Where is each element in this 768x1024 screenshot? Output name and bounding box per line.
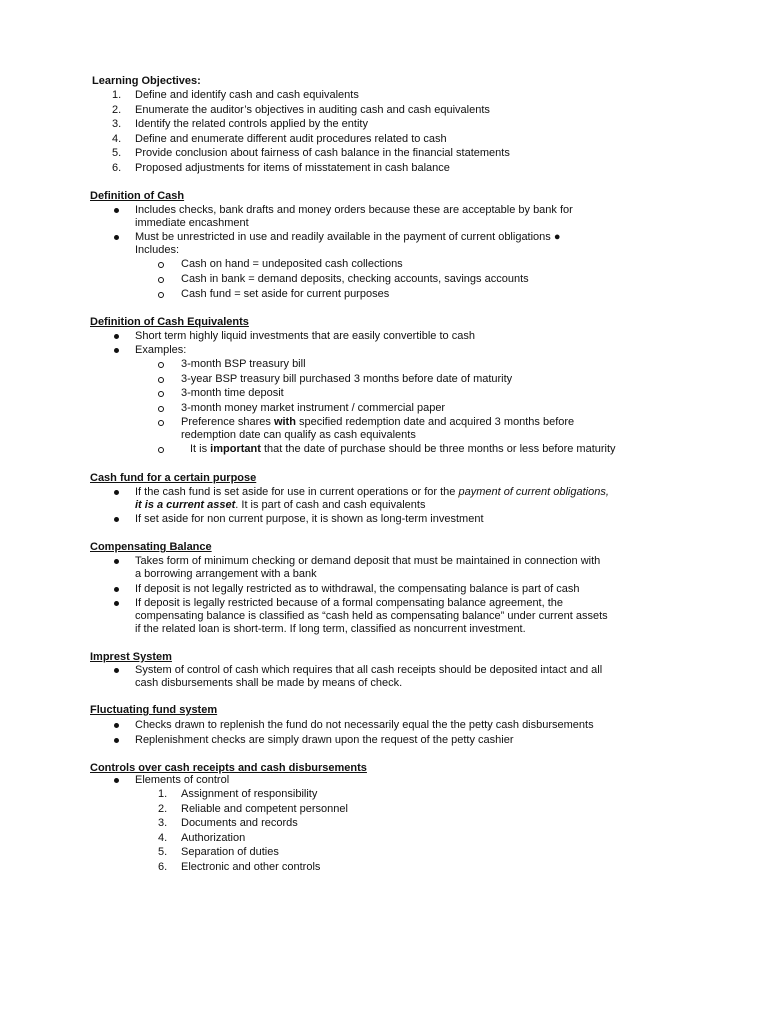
objective-item: Enumerate the auditor’s objectives in auditing cash and cash equivalents bbox=[135, 104, 490, 116]
bullet-icon bbox=[114, 517, 119, 522]
list-item: If deposit is not legally restricted as to withdrawal, the compensating balance is part of cash bbox=[135, 583, 580, 595]
objective-number: 4. bbox=[112, 133, 122, 145]
bullet-icon bbox=[114, 738, 119, 743]
list-item: Examples: bbox=[135, 344, 187, 356]
control-number: 6. bbox=[158, 861, 168, 873]
text-run: . It is part of cash and cash equivalents bbox=[235, 499, 426, 511]
list-item: Replenishment checks are simply drawn upon the request of the petty cashier bbox=[135, 734, 514, 746]
list-item: If set aside for non current purpose, it is shown as long-term investment bbox=[135, 513, 484, 525]
list-item: System of control of cash which requires that all cash receipts should be deposited intact and all bbox=[135, 664, 603, 676]
text-run: Preference shares bbox=[181, 416, 274, 428]
list-item: compensating balance is classified as “cash held as compensating balance” under current assets bbox=[135, 610, 608, 622]
list-item: Elements of control bbox=[135, 774, 230, 786]
list-item: cash disbursements shall be made by means of check. bbox=[135, 677, 403, 689]
list-item: Checks drawn to replenish the fund do not necessarily equal the the petty cash disbursements bbox=[135, 719, 594, 731]
objective-number: 1. bbox=[112, 89, 122, 101]
sub-list-item bbox=[190, 442, 616, 456]
bullet-icon bbox=[114, 334, 119, 339]
objective-number: 2. bbox=[112, 104, 122, 116]
sub-bullet-icon bbox=[158, 420, 164, 426]
objective-item: Proposed adjustments for items of misstatement in cash balance bbox=[135, 162, 450, 174]
text-run: specified redemption date and acquired 3 months before bbox=[295, 416, 575, 428]
objective-number: 3. bbox=[112, 118, 122, 130]
list-item: Includes checks, bank drafts and money orders because these are acceptable by bank for bbox=[135, 204, 573, 216]
sub-list-item: Cash on hand = undeposited cash collections bbox=[181, 258, 403, 270]
objective-number: 6. bbox=[112, 162, 122, 174]
text-bold: with bbox=[273, 416, 296, 428]
objective-number: 5. bbox=[112, 147, 122, 159]
text-bold-italic: it is a current asset bbox=[135, 499, 236, 511]
list-item: a borrowing arrangement with a bank bbox=[135, 568, 317, 580]
text-bold: important bbox=[210, 443, 261, 455]
sub-list-item: redemption date can qualify as cash equivalents bbox=[181, 429, 416, 441]
control-item: Assignment of responsibility bbox=[181, 788, 318, 800]
section-heading-cash-fund: Cash fund for a certain purpose bbox=[90, 472, 257, 484]
text-run: that the date of purchase should be three months or less before maturity bbox=[260, 443, 616, 455]
sub-bullet-icon bbox=[158, 391, 164, 397]
text-run: If the cash fund is set aside for use in current operations or for the bbox=[135, 486, 459, 498]
objective-item: Define and enumerate different audit procedures related to cash bbox=[135, 133, 447, 145]
section-heading-cash-equivalents: Definition of Cash Equivalents bbox=[90, 316, 249, 328]
control-number: 5. bbox=[158, 846, 168, 858]
section-heading-compensating-balance: Compensating Balance bbox=[90, 541, 212, 553]
sub-list-item: Cash in bank = demand deposits, checking accounts, savings accounts bbox=[181, 273, 529, 285]
sub-bullet-icon bbox=[158, 447, 164, 453]
list-item: Short term highly liquid investments that are easily convertible to cash bbox=[135, 330, 475, 342]
list-item: Takes form of minimum checking or demand deposit that must be maintained in connection with bbox=[135, 555, 601, 567]
sub-list-item: 3-year BSP treasury bill purchased 3 months before date of maturity bbox=[181, 373, 513, 385]
objective-item: Define and identify cash and cash equivalents bbox=[135, 89, 359, 101]
bullet-icon bbox=[114, 559, 119, 564]
sub-list-item: 3-month time deposit bbox=[181, 387, 284, 399]
list-item: if the related loan is short-term. If long term, classified as noncurrent investment. bbox=[135, 623, 526, 635]
bullet-icon bbox=[114, 668, 119, 673]
list-item: Must be unrestricted in use and readily available in the payment of current obligations ● bbox=[135, 231, 561, 243]
bullet-icon bbox=[114, 601, 119, 606]
sub-list-item: Cash fund = set aside for current purposes bbox=[181, 288, 390, 300]
bullet-icon bbox=[114, 208, 119, 213]
text-italic: payment of current obligations, bbox=[458, 486, 609, 498]
bullet-icon bbox=[114, 723, 119, 728]
list-item: Includes: bbox=[135, 244, 180, 256]
section-heading-fluctuating: Fluctuating fund system bbox=[90, 704, 218, 716]
control-number: 3. bbox=[158, 817, 168, 829]
control-number: 4. bbox=[158, 832, 168, 844]
bullet-icon bbox=[114, 587, 119, 592]
sub-list-item: 3-month money market instrument / commercial paper bbox=[181, 402, 446, 414]
section-heading-controls: Controls over cash receipts and cash disbursements bbox=[90, 762, 367, 774]
control-number: 1. bbox=[158, 788, 168, 800]
text-run: It is bbox=[190, 443, 211, 455]
section-heading-imprest: Imprest System bbox=[90, 651, 172, 663]
list-item: immediate encashment bbox=[135, 217, 249, 229]
sub-bullet-icon bbox=[158, 377, 164, 383]
objective-item: Identify the related controls applied by the entity bbox=[135, 118, 368, 130]
learning-objectives-heading: Learning Objectives: bbox=[92, 75, 201, 87]
bullet-icon bbox=[114, 490, 119, 495]
sub-list-item: 3-month BSP treasury bill bbox=[181, 358, 306, 370]
list-item: If deposit is legally restricted because of a formal compensating balance agreement, the bbox=[135, 597, 564, 609]
control-item: Documents and records bbox=[181, 817, 298, 829]
control-item: Separation of duties bbox=[181, 846, 279, 858]
bullet-icon bbox=[114, 348, 119, 353]
bullet-icon bbox=[114, 235, 119, 240]
control-number: 2. bbox=[158, 803, 168, 815]
list-item bbox=[135, 498, 425, 512]
sub-bullet-icon bbox=[158, 292, 164, 298]
control-item: Electronic and other controls bbox=[181, 861, 321, 873]
control-item: Reliable and competent personnel bbox=[181, 803, 348, 815]
section-heading-cash: Definition of Cash bbox=[90, 190, 185, 202]
sub-bullet-icon bbox=[158, 277, 164, 283]
sub-bullet-icon bbox=[158, 262, 164, 268]
sub-bullet-icon bbox=[158, 406, 164, 412]
sub-bullet-icon bbox=[158, 362, 164, 368]
bullet-icon bbox=[114, 778, 119, 783]
control-item: Authorization bbox=[181, 832, 246, 844]
objective-item: Provide conclusion about fairness of cash balance in the financial statements bbox=[135, 147, 510, 159]
